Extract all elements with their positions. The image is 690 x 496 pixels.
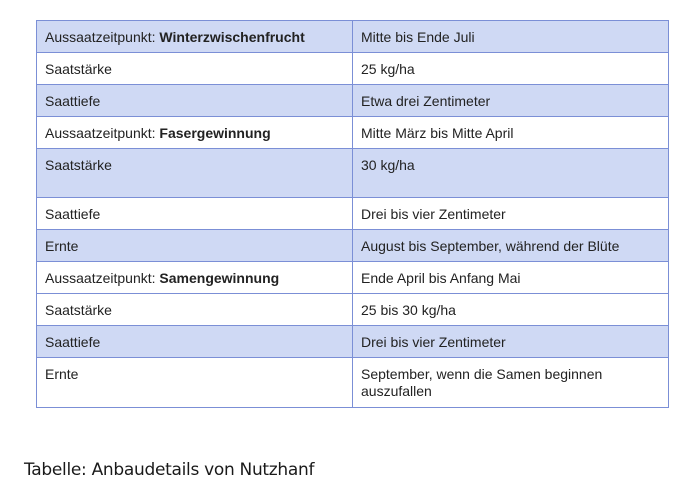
row-value: 25 kg/ha (361, 61, 415, 77)
cultivation-table-container (36, 20, 668, 408)
row-value-cell (353, 53, 669, 85)
table-row (37, 262, 669, 294)
row-label-bold: Fasergewinnung (159, 125, 271, 141)
table-caption: Tabelle: Anbaudetails von Nutzhanf (24, 460, 315, 480)
row-label-cell (37, 117, 353, 149)
table-row (37, 149, 669, 198)
row-value-cell (353, 294, 669, 326)
row-value: Ende April bis Anfang Mai (361, 270, 521, 286)
row-label-cell (37, 149, 353, 198)
row-value-cell (353, 21, 669, 53)
row-label-cell (37, 53, 353, 85)
row-value-cell (353, 85, 669, 117)
table-row (37, 21, 669, 53)
row-value: Mitte März bis Mitte April (361, 125, 514, 141)
table-row (37, 230, 669, 262)
row-label-prefix: Aussaatzeitpunkt: (45, 125, 160, 141)
table-row (37, 358, 669, 408)
row-value: 30 kg/ha (361, 157, 415, 173)
row-label-cell (37, 326, 353, 358)
row-label-cell (37, 198, 353, 230)
table-row (37, 53, 669, 85)
row-label-bold: Samengewinnung (159, 270, 280, 286)
row-label: Saatstärke (45, 302, 112, 318)
row-value: Etwa drei Zentimeter (361, 93, 491, 109)
table-row (37, 85, 669, 117)
row-label: Saattiefe (45, 93, 101, 109)
row-value-cell (353, 117, 669, 149)
row-value-cell (353, 230, 669, 262)
row-value-cell (353, 198, 669, 230)
row-value: Drei bis vier Zentimeter (361, 206, 506, 222)
cultivation-table (36, 20, 669, 408)
table-row (37, 198, 669, 230)
row-value: 25 bis 30 kg/ha (361, 302, 456, 318)
row-label-cell (37, 21, 353, 53)
row-label-cell (37, 85, 353, 117)
row-label-prefix: Aussaatzeitpunkt: (45, 29, 160, 45)
row-label: Ernte (45, 366, 79, 382)
row-value: Mitte bis Ende Juli (361, 29, 475, 45)
row-value-cell (353, 262, 669, 294)
row-value: September, wenn die Samen beginnen auszufallen (361, 366, 603, 399)
row-value-cell (353, 358, 669, 408)
row-label-cell (37, 294, 353, 326)
row-label: Saatstärke (45, 157, 112, 173)
table-row (37, 294, 669, 326)
row-value: August bis September, während der Blüte (361, 238, 620, 254)
row-label: Saattiefe (45, 206, 101, 222)
row-value: Drei bis vier Zentimeter (361, 334, 506, 350)
row-label-bold: Winterzwischenfrucht (159, 29, 305, 45)
row-label-cell (37, 230, 353, 262)
row-label: Ernte (45, 238, 79, 254)
row-label: Saattiefe (45, 334, 101, 350)
row-value-cell (353, 326, 669, 358)
row-label: Saatstärke (45, 61, 112, 77)
row-label-cell (37, 262, 353, 294)
table-row (37, 326, 669, 358)
row-label-cell (37, 358, 353, 408)
table-row (37, 117, 669, 149)
row-value-cell (353, 149, 669, 198)
row-label-prefix: Aussaatzeitpunkt: (45, 270, 160, 286)
